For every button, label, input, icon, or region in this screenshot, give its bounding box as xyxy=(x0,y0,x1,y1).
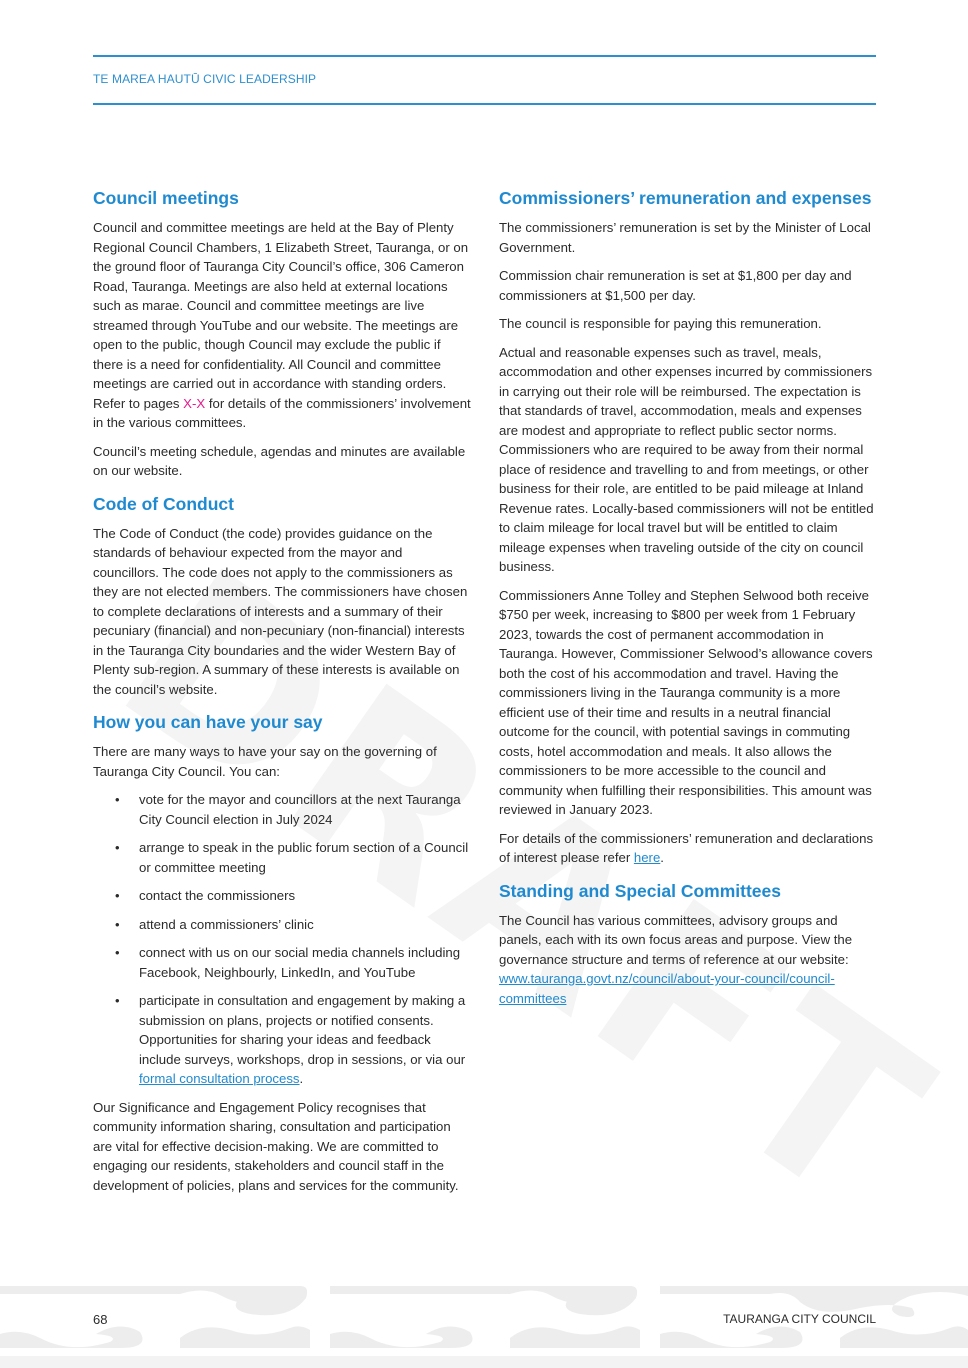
council-meetings-text-a: Council and committee meetings are held at the Bay of Plenty Regional Council Chambers, 1 Elizabeth Street, Tauranga, or on the ground floor of Tauranga City Council’s office, 306 Cameron Road, Tauranga. Meetings are also held at external locations such as marae. Council and committee meetings are live streamed through YouTube and our website. The meetings are open to the public, though Council may exclude the public if there is a need for confidentiality. All Council and committee meetings are carried out in accordance with standing orders. Refer to pages xyxy=(93,220,469,411)
details-text: For details of the commissioners’ remuneration and declarations of interest please refer xyxy=(499,830,874,865)
section-committees xyxy=(499,881,877,1009)
list-item-text: attend a commissioners’ clinic xyxy=(139,916,314,932)
have-your-say-intro: There are many ways to have your say on the governing of Tauranga City Council. You can: xyxy=(93,744,437,779)
list-item-end: . xyxy=(299,1071,304,1086)
list-item-text: arrange to speak in the public forum section of a Council or committee meeting xyxy=(139,840,469,875)
engagement-policy-paragraph: Our Significance and Engagement Policy recognises that community information sharing, consultation and participation are vital for effective decision-making. We are committed to engaging our residents, stakeholders and council staff in the development of policies, plans and services for the community. xyxy=(93,1099,459,1193)
have-your-say-list xyxy=(93,790,471,1089)
section-have-your-say xyxy=(93,712,471,1195)
committees-heading: Standing and Special Committees xyxy=(499,880,781,901)
expenses-paragraph: Actual and reasonable expenses such as travel, meals, accommodation and other expenses incurred by commissioners in carrying out their role will be reimbursed. The expectation is that standards of travel, accommodation, meals and expenses are modest and appropriate to reflect public sector norms. Commissioners who are required to be away from their normal place of residence and travelling to and from meetings, or other business for their role, are entitled to be paid mileage at Inland Revenue rates. Locally-based commissioners will not be entitled to claim mileage for local travel but will be entitled to claim mileage expenses when traveling outside of the city on council business. xyxy=(499,344,874,574)
remuneration-paragraph-3: The council is responsible for paying this remuneration. xyxy=(499,316,822,331)
header-rule-top xyxy=(93,55,876,57)
code-of-conduct-paragraph: The Code of Conduct (the code) provides guidance on the standards of behaviour expected from the mayor and councillors. The code does not apply to the commissioners as they are not elected members. The commissioners have chosen to complete declarations of interests and a summary of their pecuniary (financial) and non-pecuniary (non-financial) interests in the Tauranga City boundaries and the wider Western Bay of Plenty sub-region. A summary of these interests is available on the council’s website. xyxy=(93,525,468,697)
header-rule-bottom xyxy=(93,103,876,105)
bullet-icon: • xyxy=(115,840,120,855)
council-meetings-paragraph xyxy=(93,218,471,433)
remuneration-heading: Commissioners’ remuneration and expenses xyxy=(499,188,872,208)
details-end: . xyxy=(660,850,664,865)
have-your-say-heading: How you can have your say xyxy=(93,712,323,732)
section-council-meetings xyxy=(93,188,471,481)
bullet-icon: • xyxy=(115,945,120,960)
bullet-icon: • xyxy=(115,888,120,903)
meeting-schedule-paragraph: Council’s meeting schedule, agendas and minutes are available on our website. xyxy=(93,443,466,478)
bullet-icon: • xyxy=(115,792,120,807)
details-paragraph xyxy=(499,829,877,868)
here-link[interactable]: here xyxy=(633,850,661,865)
committees-website-link[interactable]: www.tauranga.govt.nz/council/about-your-council/council-committees xyxy=(499,971,835,1006)
list-item xyxy=(115,943,471,982)
remuneration-paragraph-1: The commissioners’ remuneration is set by the Minister of Local Government. xyxy=(499,220,871,255)
list-item xyxy=(115,991,471,1089)
section-remuneration xyxy=(499,188,877,868)
list-item-text: vote for the mayor and councillors at the next Tauranga City Council election in July 2024 xyxy=(139,792,461,827)
remuneration-paragraph-2: Commission chair remuneration is set at $1,800 per day and commissioners at $1,500 per day. xyxy=(499,268,852,303)
list-item-text: connect with us on our social media channels including Facebook, Neighbourly, LinkedIn, and YouTube xyxy=(139,945,461,980)
list-item-text: contact the commissioners xyxy=(139,888,296,903)
list-item xyxy=(115,790,471,829)
list-item-text: participate in consultation and engagement by making a submission on plans, projects or notified consents. Opportunities for sharing your ideas and feedback include surveys, workshops, drop in sessions, or via our xyxy=(139,993,466,1067)
list-item xyxy=(115,915,471,935)
page-ref-placeholder: X-X xyxy=(183,395,206,411)
left-column xyxy=(93,188,471,1204)
council-meetings-text-b: for details of the commissioners’ involvement in the various committees. xyxy=(93,395,471,430)
bullet-icon: • xyxy=(115,916,120,932)
right-column xyxy=(499,188,877,1017)
committees-paragraph xyxy=(499,911,877,1009)
section-code-of-conduct xyxy=(93,494,471,700)
page-number: 68 xyxy=(93,1312,108,1327)
council-meetings-heading: Council meetings xyxy=(93,188,239,208)
list-item xyxy=(115,838,471,877)
footer-organisation: TAURANGA CITY COUNCIL xyxy=(723,1312,876,1326)
bullet-icon: • xyxy=(115,993,120,1008)
formal-consultation-link[interactable]: formal consultation process xyxy=(139,1071,300,1086)
header-label: TE MAREA HAUTŪ CIVIC LEADERSHIP xyxy=(93,72,317,86)
list-item xyxy=(115,886,471,906)
accommodation-paragraph: Commissioners Anne Tolley and Stephen Selwood both receive $750 per week, increasing to $800 per week from 1 February 2023, towards the cost of permanent accommodation in Tauranga. However, Commissioner Selwood’s allowance covers both the cost of his accommodation and travel. Having the commissioners living in the Tauranga community is a more efficient use of their time and results in a neutral financial outcome for the council, with potential savings in commuting costs, hotel accommodation and meals. It also allows the commissioners to be more accessible to the council and community when fulfilling their responsibilities. This amount was reviewed in January 2023. xyxy=(499,587,873,817)
code-of-conduct-heading: Code of Conduct xyxy=(93,493,234,514)
committees-text: The Council has various committees, advisory groups and panels, each with its own focus areas and purpose. View the governance structure and terms of reference at our website: xyxy=(499,912,853,967)
